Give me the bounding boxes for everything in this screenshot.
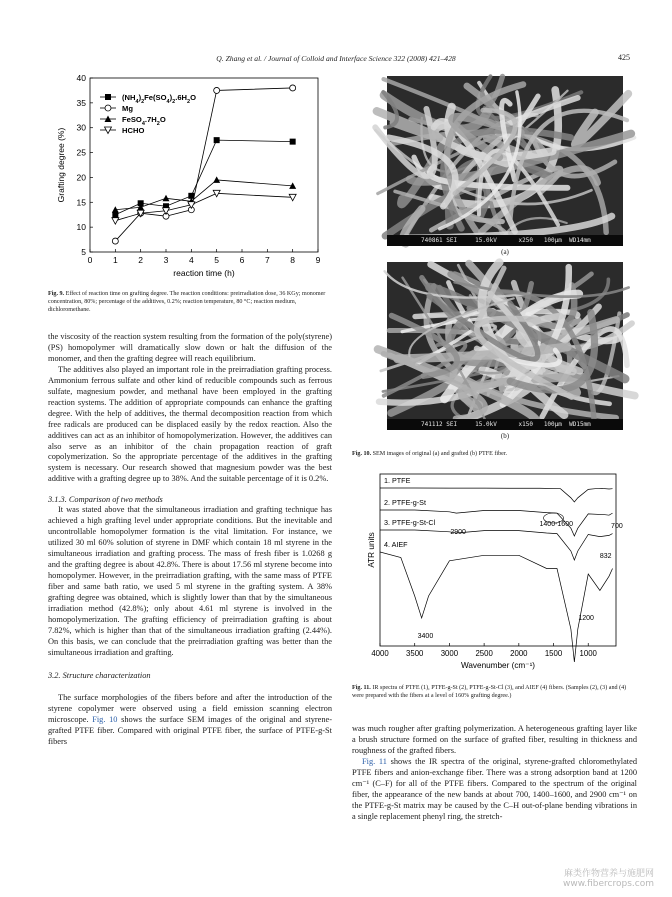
right-column <box>352 724 637 823</box>
watermark-url: www.fibercrops.com <box>563 879 654 889</box>
sem-label-b: (b) <box>500 432 510 440</box>
spectrum-label: 1. PTFE <box>384 476 411 485</box>
data-point <box>214 137 220 143</box>
x-tick-label: 6 <box>239 255 245 265</box>
x-tick-label: 3 <box>163 255 169 265</box>
watermark <box>563 866 654 889</box>
y-tick-label: 35 <box>76 97 86 108</box>
figure-9-caption-text: Effect of reaction time on grafting degree. The reaction conditions: preirradiation dose, 36 KGy; monomer concentration, 80%; percentage of the additives, 0.2%; reaction temperature, 80 °C; reaction medium, dichloromethane. <box>48 291 326 313</box>
x-tick-label: 1 <box>112 255 118 265</box>
series-line <box>115 88 292 241</box>
paragraph-text: shows the surface SEM images of the original and styrene-grafted PTFE fiber. Compared with original PTFE fiber, the surface of PTFE-g-St fibers <box>48 714 333 746</box>
paragraph: The additives also played an important role in the preirradiation grafting process. Ammonium ferrous sulfate and other kind of reducible compounds such as ferrous sulfate, magnesium powder, and methanal have been employed in the grafting reaction systems. The addition of appropriate compounds can enhance the grafting degree. With the help of additives, the thermal decomposition reaction from which free radicals are produced can be displaced easily by the redox reaction. Also the additives can act as an inhibitor of homopolymerization. However, the additives can also serve as an inhibitor of the chain propagation reaction of graft copolymerization. So the appropriate percentage of the additives in the grafting system is necessary. Our research showed that magnesium powder was the best additive with a grafting degree up to 38%. And the suitable percentage of it is 0.2%. <box>48 364 332 484</box>
figure-11-caption-text: IR spectra of PTFE (1), PTFE-g-St (2), PTFE-g-St-Cl (3), and AIEF (4) fibers. (Samples (2), (3) and (4) were prepared with the fibers at a level of 160% grafting degree.) <box>352 685 627 699</box>
sem-fibers-b <box>387 262 623 430</box>
section-heading: 3.1.3. Comparison of two methods <box>48 495 163 505</box>
y-tick-label: 25 <box>76 147 86 158</box>
sem-image-a <box>387 76 623 246</box>
paragraph <box>48 693 332 748</box>
x-tick-label: 3500 <box>406 649 424 658</box>
x-tick-label: 2500 <box>475 649 493 658</box>
page-number: 425 <box>618 53 630 62</box>
sem-image-b <box>387 262 623 430</box>
peak-annotation: 3400 <box>417 633 434 640</box>
paragraph-text: The surface morphologies of the fibers before and after the introduction of the styrene copolymer were observed using a field emission scanning electron microscope. <box>48 692 332 724</box>
sem-label-a: (a) <box>501 248 509 256</box>
y-tick-label: 30 <box>76 122 86 133</box>
data-point <box>290 85 296 91</box>
x-tick-label: 1500 <box>544 649 563 658</box>
y-tick-label: 15 <box>76 197 86 208</box>
x-tick-label: 2 <box>138 255 144 265</box>
figure-11-caption <box>352 684 637 700</box>
x-tick-label: 8 <box>290 255 296 265</box>
x-tick-label: 5 <box>214 255 220 265</box>
y-axis-label: ATR units <box>367 532 376 568</box>
spectrum-label: 2. PTFE-g-St <box>384 498 426 507</box>
figure-10-caption-label: Fig. 10. <box>352 451 372 457</box>
figure-11-caption-label: Fig. 11. <box>352 685 371 691</box>
peak-annotation: 832 <box>599 553 612 560</box>
data-point <box>214 87 220 93</box>
sem-info-bar-a: 740861 SEI 15.0kV x250 100μm WD14mm <box>387 235 623 246</box>
figure-10-caption-text: SEM images of original (a) and grafted (b) PTFE fiber. <box>372 451 508 457</box>
data-point <box>163 195 170 202</box>
peak-annotation: 1400-1600 <box>539 521 574 528</box>
legend-label: HCHO <box>122 126 145 135</box>
left-column <box>48 332 332 747</box>
sem-info-bar-b: 741112 SEI 15.0kV x150 100μm WD15mm <box>387 419 623 430</box>
x-tick-label: 2000 <box>510 649 528 658</box>
x-tick-label: 4000 <box>371 649 389 658</box>
spectrum-label: 3. PTFE-g-St-Cl <box>384 518 436 527</box>
x-axis-label: Wavenumber (cm⁻¹) <box>460 661 536 670</box>
figure-11-link[interactable]: Fig. 11 <box>362 756 387 766</box>
paragraph: the viscosity of the reaction system resulting from the formation of the poly(styrene) (PS) homopolymer will dramatically slow down or halt the diffusion of the monomer, and then the grafting degree will reach equilibrium. <box>48 332 332 363</box>
peak-annotation: 1200 <box>578 615 594 622</box>
y-tick-label: 5 <box>81 247 86 257</box>
figure-10-link[interactable]: Fig. 10 <box>92 714 118 724</box>
data-point <box>290 139 296 145</box>
spectrum-label: 4. AIEF <box>384 540 408 549</box>
data-point <box>213 176 220 183</box>
legend-marker <box>105 105 111 111</box>
sem-fibers-a <box>387 76 623 246</box>
figure-9-chart <box>40 66 340 281</box>
figure-9-caption-label: Fig. 9. <box>48 291 65 297</box>
peak-annotation: 700 <box>611 523 623 530</box>
x-tick-label: 7 <box>264 255 270 265</box>
section-heading: 3.2. Structure characterization <box>48 670 151 680</box>
legend-label: $FeSO_4.7H_2O$ <box>122 115 166 127</box>
x-tick-label: 1000 <box>579 649 597 658</box>
figure-10-caption <box>352 450 637 458</box>
peak-annotation: 2900 <box>450 529 466 536</box>
paragraph: It was stated above that the simultaneous irradiation and grafting technique has achieved a high grafting level under appropriate conditions. But the inevitable and uncontrollable homopolymer formation is the vital limitation. For instance, we utilized 30 ml 60% solution of styrene in DMF which contain 18 ml styrene in the simultaneous irradiation and grafting process. The mass of fresh fiber is 1.0268 g and the grafting degree is about 42.8%. There is about 17.56 ml styrene become into homopolymer. However, in the preirradiation grafting, with the same mass of PTFE fiber and same bath ratio, we used 5 ml styrene in the grafting system. A 38% grafting degree was obtained, which is slightly lower than that by the simultaneous irradiation method (42.8%); only about 4.61 ml styrene is involved in the homopolymerization. The grafting efficiency of preirradiation grafting is about 7.82%, which is higher than that of the simultaneous irradiation grafting (2.44%). On this basis, we can conclude that the preirradiation grafting was better than the simultaneous irradiation and grafting. <box>48 505 332 657</box>
figure-9-caption <box>48 290 331 314</box>
x-tick-label: 4 <box>188 255 194 265</box>
legend-label: Mg <box>122 104 133 113</box>
running-header: Q. Zhang et al. / Journal of Colloid and Interface Science 322 (2008) 421–428 <box>216 54 456 63</box>
paragraph <box>352 757 637 823</box>
data-point <box>112 218 119 225</box>
paragraph-text: shows the IR spectra of the original, styrene-grafted chloromethylated PTFE fibers and anion-exchange fiber. There was a strong adsorption band at 1200 cm⁻¹ (C–F) for all of the PTFE fibers. Compared to the spectrum of the original fiber, the appearance of the new bands at about 700, 1400–1600, and 2900 cm⁻¹ on the PTFE-g-St matrix may be caused by the C–H out-of-plane bending vibrations in a single replacement phenyl ring, the stretch- <box>352 756 637 821</box>
x-tick-label: 3000 <box>440 649 459 658</box>
watermark-title: 麻类作物营养与施肥网 <box>563 869 654 879</box>
y-tick-label: 40 <box>76 73 86 83</box>
paragraph: was much rougher after grafting polymerization. A heterogeneous grafting layer like a brush structure formed on the surface of grafted fiber, resulting in thickness and roughness of the grafted fibers. <box>352 724 637 755</box>
x-tick-label: 9 <box>315 255 321 265</box>
x-tick-label: 0 <box>87 255 93 265</box>
legend-marker <box>105 94 111 100</box>
y-tick-label: 10 <box>76 222 86 233</box>
y-tick-label: 20 <box>76 172 86 183</box>
figure-11-chart <box>358 470 623 675</box>
x-axis-label: reaction time (h) <box>173 268 235 278</box>
legend-label: $(NH_4)_2Fe(SO_4)_2.6H_2O$ <box>122 93 197 105</box>
y-axis-label: Grafting degree (%) <box>56 127 66 203</box>
data-point <box>112 238 118 244</box>
